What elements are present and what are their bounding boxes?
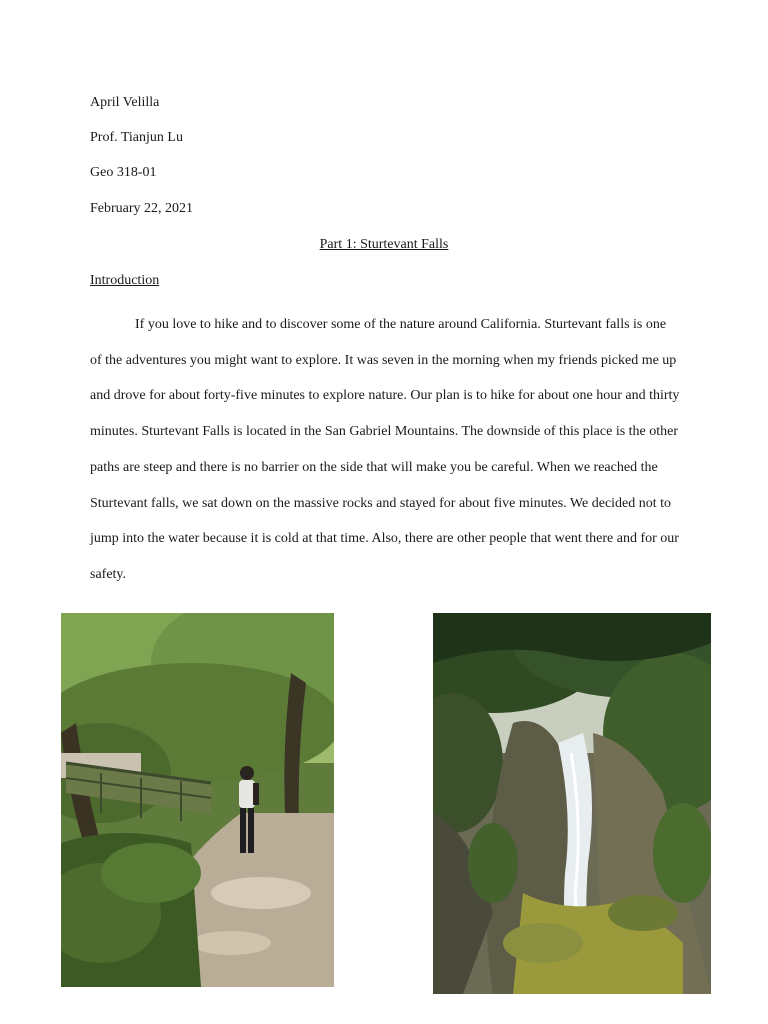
trail-photo: [61, 613, 334, 987]
document-title: [0, 236, 768, 254]
professor-name: Prof. Tianjun Lu: [90, 130, 183, 145]
course-code: Geo 318-01: [90, 165, 157, 180]
section-heading: Introduction: [90, 273, 160, 288]
waterfall-photo: [433, 613, 711, 994]
waterfall-photo-illustration: [433, 613, 711, 994]
trail-photo-illustration: [61, 613, 334, 987]
body-paragraph: If you love to hike and to discover some of the nature around California. Sturtevant falls is one of the adventures you might want to explore. It was seven in the morning when my friends picked me up and drove for about forty-five minutes to explore nature. Our plan is to hike for about one hour and thirty minutes. Sturtevant Falls is located in the San Gabriel Mountains. The downside of this place is the other paths are steep and there is no barrier on the side that will make you be careful. When we reached the Sturtevant falls, we sat down on the massive rocks and stayed for about five minutes. We decided not to jump into the water because it is cold at that time. Also, there are other people that went there and for our safety.: [90, 317, 680, 582]
document-date: February 22, 2021: [90, 201, 194, 216]
document-title-text: Part 1: Sturtevant Falls: [319, 237, 449, 252]
author-name: April Velilla: [90, 95, 160, 110]
